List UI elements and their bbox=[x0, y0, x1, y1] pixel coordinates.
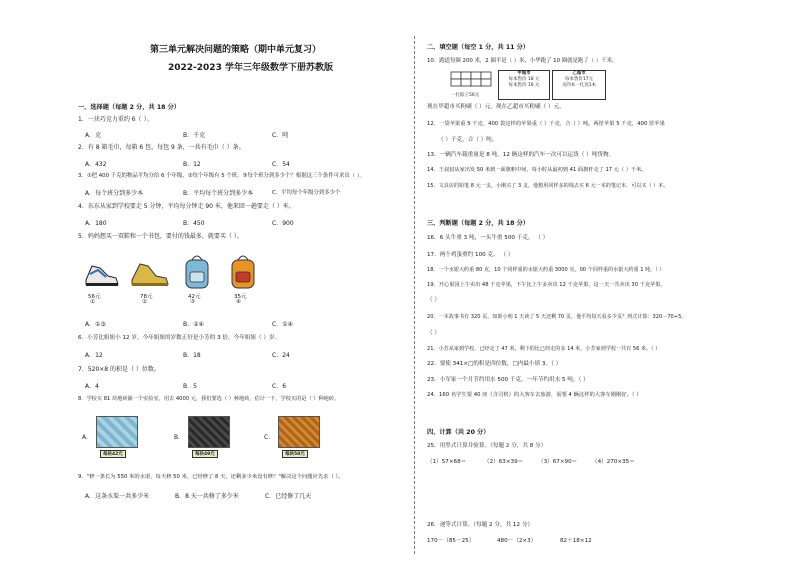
question-15: 15．文具店的铅笔 8 元一支，小刚买了 3 支，他想用同样多的钱去买 6 元一本的笔记本，可以买（ ）本。 bbox=[427, 183, 669, 189]
q3-option-c: C．平均每个年级分到多少个 bbox=[272, 190, 341, 196]
supermarket-a-title: 甲超市 bbox=[517, 71, 531, 76]
tile-orange-image bbox=[278, 416, 320, 448]
q6-option-b: B．18 bbox=[183, 352, 201, 359]
tile-blue-image bbox=[96, 416, 138, 448]
section-judge: 三、判断题（每题 2 分，共 18 分） bbox=[427, 220, 529, 227]
q4-option-b: B．450 bbox=[183, 220, 205, 227]
question-22: 22．要使 341×□的积是四位数，□内最小填 3。（ ） bbox=[427, 361, 562, 367]
section-choice: 一、选择题（每题 2 分，共 18 分） bbox=[78, 104, 180, 111]
question-4: 4．东东从家到学校要走 5 分钟，平均每分钟走 90 米，他来回一趟要走（ ）米。 bbox=[78, 203, 295, 210]
section-fill-blank: 二、填空题（每空 1 分，共 11 分） bbox=[427, 44, 529, 51]
supermarket-a-line2: 每本售价 16 元 bbox=[508, 83, 540, 88]
q26-item-3: 82＋18×12 bbox=[560, 538, 592, 544]
bundle-price-label: 一扎粽子56元 bbox=[451, 93, 480, 98]
q1-option-a: A．克 bbox=[85, 132, 102, 139]
question-10: 10．跑道每圈 200 米，2 圈半是（ ）米，小华跑了 10 圈就是跑了（ ）千米。 bbox=[427, 58, 618, 64]
q5-price-4: 35元 bbox=[234, 294, 247, 300]
backpack-2-icon bbox=[232, 256, 254, 288]
question-12: 12．一袋苹果重 5 千克，400 袋这样的苹果重（ ）千克，合（ ）吨。两筐苹果 5 千克，400 筐苹果 bbox=[427, 121, 665, 127]
question-23: 23．小军家一个月节约用水 500 千克，一年节约用水 5 吨。（ ） bbox=[427, 377, 589, 383]
section-calculation: 四、计算（共 20 分） bbox=[427, 429, 490, 436]
q8-option-b: B． bbox=[174, 434, 185, 441]
q25-item-1: （1）57×68＝ bbox=[427, 459, 467, 465]
question-20: 20．一本故事书有 320 页，如果小明 1 天读了 5 天还剩 70 页，他平均每天看多少页？列式计算：320－70÷5。 bbox=[427, 314, 687, 320]
question-7: 7．520×8 的积是（ ）位数。 bbox=[78, 366, 160, 373]
question-24: 24．160 名学生要 40 座（含司机）的大客车去旅游，需要 4 辆这样的大客车刚刚好。（ ） bbox=[427, 392, 642, 398]
question-9: 9．"修一条长为 550 米的水渠，每天修 50 米，已经修了 8 天，还剩多少米没有修？"解决这个问题应先求（ ）。 bbox=[78, 474, 344, 480]
q6-option-c: C．24 bbox=[272, 352, 290, 359]
q5-mark-3: ③ bbox=[190, 299, 195, 305]
q5-mark-4: ④ bbox=[236, 299, 241, 305]
q3-option-a: A．每个班分到多少本 bbox=[85, 190, 144, 197]
backpack-1-icon bbox=[186, 256, 208, 288]
supermarket-a-card bbox=[498, 70, 550, 100]
q2-option-b: B．12 bbox=[183, 161, 201, 168]
q5-mark-2: ② bbox=[142, 299, 147, 305]
q2-option-a: A．432 bbox=[85, 161, 107, 168]
q9-option-a: A．这条水渠一共多少米 bbox=[85, 493, 150, 500]
q5-price-3: 42元 bbox=[188, 294, 201, 300]
q26-item-2: 480－（2×3） bbox=[497, 538, 537, 544]
q5-price-2: 78元 bbox=[140, 294, 153, 300]
column-divider bbox=[414, 36, 415, 554]
question-6: 6．小芳比姐姐小 12 岁，今年姐姐的岁数正好是小芳的 3 倍，今年姐姐（ ）岁。 bbox=[78, 335, 281, 341]
q4-option-c: C．900 bbox=[272, 220, 294, 227]
q25-item-4: （4）270×35＝ bbox=[592, 459, 635, 465]
question-20-answer: （ ） bbox=[427, 330, 440, 336]
question-8: 8．学校买 81 块地砖铺一个实验室，用去 4000 元，我们要选（ ）种地砖。估计一下，学校买的是（ ）种地砖。 bbox=[78, 396, 340, 402]
question-1: 1．一块巧克力重约 6（ ）。 bbox=[78, 116, 153, 123]
question-26: 26．递等式计算。（每题 2 分，共 12 分） bbox=[427, 522, 534, 528]
question-25: 25．用竖式计算并验算。（每题 2 分，共 8 分） bbox=[427, 443, 547, 449]
question-5: 5．妈妈想买一双鞋和一个书包，要付的钱最多，就要买（ ）。 bbox=[78, 233, 243, 240]
supermarket-a-line1: 每本售价 18 元 bbox=[508, 77, 540, 82]
question-19-answer: （ ） bbox=[427, 297, 440, 303]
sneaker-1-icon bbox=[86, 266, 118, 286]
sneaker-2-icon bbox=[132, 264, 168, 286]
q8-tag-a: 每块42元 bbox=[100, 450, 126, 458]
q8-tag-c: 每块58元 bbox=[282, 450, 308, 458]
q5-mark-1: ① bbox=[90, 299, 95, 305]
page-title: 第三单元解决问题的策略（期中单元复习） bbox=[150, 45, 322, 55]
q7-option-a: A．4 bbox=[85, 383, 99, 390]
question-17: 17．两个鸡蛋重约 100 克。 （ ） bbox=[427, 252, 514, 258]
tile-black-image bbox=[188, 416, 230, 448]
page-subtitle: 2022-2023 学年三年级数学下册苏教版 bbox=[168, 63, 333, 73]
question-3: 3．①把 400 千克的物品平均分给 6 个年级，②每个年级有 5 个班，③每个班分到多少个？根据这三个条件可求出（ ）。 bbox=[78, 173, 365, 179]
q1-option-c: C．吨 bbox=[272, 132, 289, 139]
question-16: 16．6 头牛重 3 吨，一头牛重 500 千克。 （ ） bbox=[427, 235, 549, 241]
q5-option-c: C．①④ bbox=[272, 321, 293, 328]
question-18: 18．一个水银大约重 80 克，10 个同样重的水银大约重 3000 克，00 个同样重的水银大约重 1 吨。（ ） bbox=[427, 267, 665, 273]
q25-item-3: （3）67×90＝ bbox=[538, 459, 578, 465]
supermarket-b-line1: 每本售价17元 bbox=[564, 77, 594, 82]
q5-option-a: A．①③ bbox=[85, 321, 106, 328]
q9-option-c: C．已经修了几天 bbox=[265, 493, 312, 500]
question-21: 21．小芳从家到学校，已经走了 47 米，剩下的比已经走的多 14 米，小芳家到学校一共有 56 米。（ ） bbox=[427, 346, 661, 352]
question-12-cont: （ ）千克，合（ ）吨。 bbox=[438, 137, 498, 143]
question-14: 14．王叔叔从家出发 50 米到一面旗帜中间，每小时从最初到 41 面旗杆走了 17 元（ ）千米。 bbox=[427, 167, 647, 173]
supermarket-b-title: 乙超市 bbox=[572, 71, 586, 76]
q7-option-b: B．5 bbox=[183, 383, 197, 390]
q4-option-a: A．180 bbox=[85, 220, 107, 227]
q9-option-b: B．8 天一共修了多少米 bbox=[175, 493, 239, 500]
supermarket-b-line2: 买四本一扎送1本 bbox=[561, 83, 597, 88]
question-13: 13．一辆汽车载重量是 8 吨，12 辆这样的汽车一次可以运货（ ）吨货物。 bbox=[427, 152, 615, 158]
q2-option-c: C．54 bbox=[272, 161, 290, 168]
question-2: 2．有 8 箱毛巾，每箱 6 包，每包 9 条，一共有毛巾（ ）条。 bbox=[78, 144, 245, 151]
q8-tag-b: 每块49元 bbox=[192, 450, 218, 458]
question-11: 现在甲超市买粉刷（ ）元，现在乙超市买粉刷（ ）元。 bbox=[427, 104, 565, 110]
question-19: 19．开心果园上午卖出 48 千克苹果，下午比上午多卖出 12 千克苹果，这一天一共卖出 30 千克苹果。 bbox=[427, 282, 666, 288]
q7-option-c: C．6 bbox=[272, 383, 287, 390]
q5-option-b: B．②④ bbox=[183, 321, 204, 328]
q26-item-1: 170－（85－25） bbox=[427, 538, 475, 544]
q25-item-2: （2）63×39＝ bbox=[484, 459, 524, 465]
q1-option-b: B．千克 bbox=[183, 132, 206, 139]
q5-items-illustration bbox=[82, 250, 272, 298]
q3-option-b: B．平均每个班分到多少本 bbox=[183, 190, 254, 197]
q6-option-a: A．12 bbox=[85, 352, 103, 359]
q8-option-c: C． bbox=[264, 434, 275, 441]
q8-option-a: A． bbox=[82, 434, 93, 441]
supermarket-b-card bbox=[552, 70, 606, 100]
q5-price-1: 56元 bbox=[88, 294, 101, 300]
